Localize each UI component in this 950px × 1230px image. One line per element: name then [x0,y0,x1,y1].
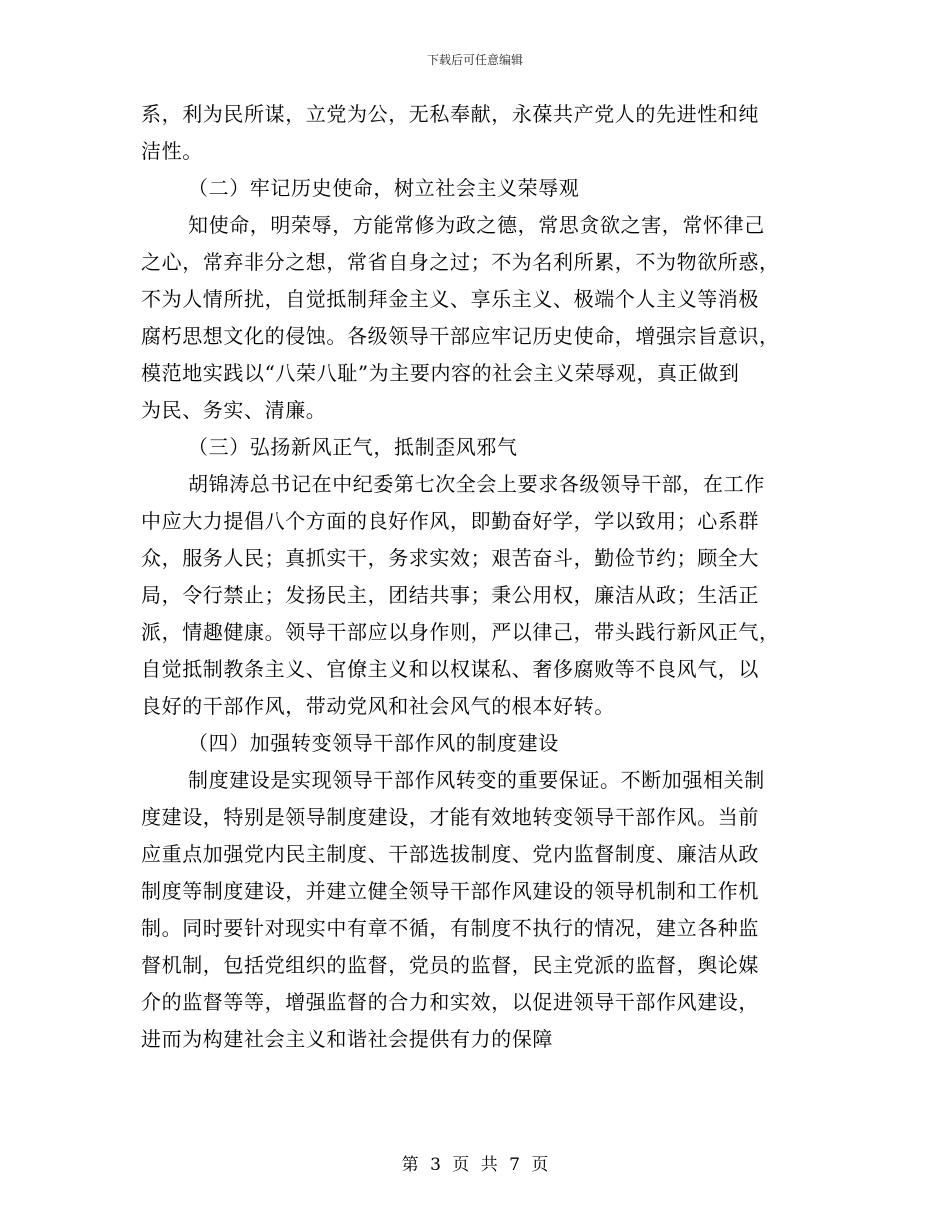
section-heading: （二）牢记历史使命，树立社会主义荣辱观 [188,176,580,200]
paragraph-line: 局，令行禁止；发扬民主，团结共事；秉公用权，廉洁从政；生活正 [141,583,759,607]
paragraph-line: 介的监督等等，增强监督的合力和实效，以促进领导干部作风建设， [141,990,759,1014]
page-number: 第 3 页 共 7 页 [401,1155,549,1175]
paragraph-line: 胡锦涛总书记在中纪委第七次全会上要求各级领导干部，在工作 [188,472,765,496]
paragraph-line: 系，利为民所谋，立党为公，无私奉献，永葆共产党人的先进性和纯 [141,102,759,126]
paragraph-line: 督机制，包括党组织的监督，党员的监督，民主党派的监督，舆论媒 [141,953,759,977]
paragraph-line: 模范地实践以“八荣八耻”为主要内容的社会主义荣辱观，真正做到 [141,361,740,385]
paragraph-line: 为民、务实、清廉。 [141,398,327,422]
paragraph-line: 制。同时要针对现实中有章不循，有制度不执行的情况，建立各种监 [141,916,759,940]
paragraph-line: 制度建设是实现领导干部作风转变的重要保证。不断加强相关制 [188,768,765,792]
document-body [141,96,801,1058]
paragraph-line: 度建设，特别是领导制度建设，才能有效地转变领导干部作风。当前 [141,805,759,829]
paragraph-line: 应重点加强党内民主制度、干部选拔制度、党内监督制度、廉洁从政 [141,842,759,866]
paragraph-line: 派，情趣健康。领导干部应以身作则，严以律己，带头践行新风正气， [141,620,780,644]
paragraph-line: 知使命，明荣辱，方能常修为政之德，常思贪欲之害，常怀律己 [188,213,765,237]
paragraph-line: 良好的干部作风，带动党风和社会风气的根本好转。 [141,694,615,718]
paragraph-line: 进而为构建社会主义和谐社会提供有力的保障 [141,1027,553,1051]
page-header: 下载后可任意编辑 [426,53,523,67]
paragraph-line: 制度等制度建设，并建立健全领导干部作风建设的领导机制和工作机 [141,879,759,903]
paragraph-line: 中应大力提倡八个方面的良好作风，即勤奋好学，学以致用；心系群 [141,509,759,533]
paragraph-line: 众，服务人民；真抓实干，务求实效；艰苦奋斗，勤俭节约；顾全大 [141,546,759,570]
paragraph-line: 洁性。 [141,139,203,163]
paragraph-line: 腐朽思想文化的侵蚀。各级领导干部应牢记历史使命，增强宗旨意识， [141,324,780,348]
section-heading: （四）加强转变领导干部作风的制度建设 [188,731,559,755]
paragraph-line: 不为人情所扰，自觉抵制拜金主义、享乐主义、极端个人主义等消极 [141,287,759,311]
paragraph-line: 之心，常弃非分之想，常省自身之过；不为名利所累，不为物欲所惑， [141,250,780,274]
paragraph-line: 自觉抵制教条主义、官僚主义和以权谋私、奢侈腐败等不良风气，以 [141,657,759,681]
section-heading: （三）弘扬新风正气，抵制歪风邪气 [188,435,518,459]
